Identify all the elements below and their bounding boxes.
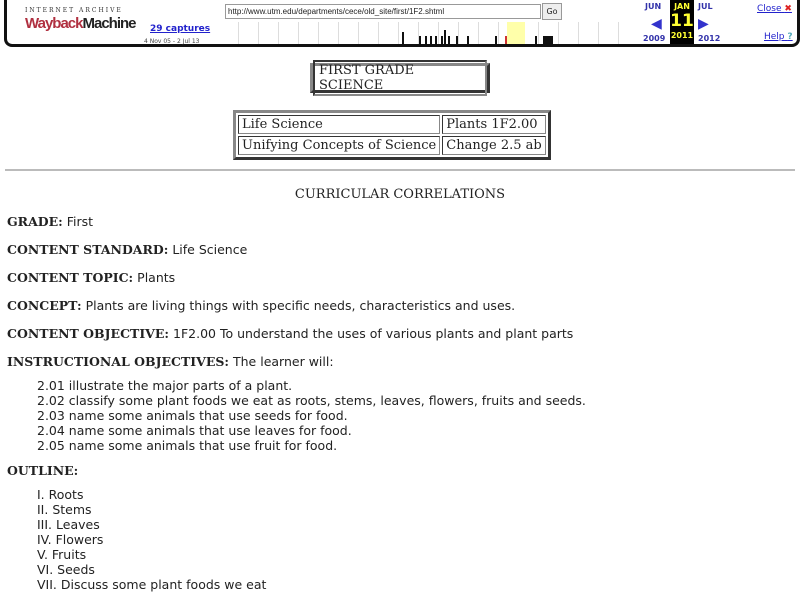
help-label[interactable]: Help (764, 32, 785, 42)
next-arrow-icon[interactable]: ▶ (698, 16, 709, 32)
table-cell: Life Science (238, 115, 440, 134)
help-link[interactable] (764, 32, 793, 42)
table-cell: Unifying Concepts of Science (238, 136, 440, 155)
list-item: 2.03 name some animals that use seeds for food. (37, 408, 348, 423)
field-concept (7, 298, 586, 314)
list-item: 2.05 name some animals that use fruit for food. (37, 438, 338, 453)
prev-year[interactable]: 2009 (643, 34, 666, 43)
list-item: 2.04 name some animals that use leaves for food. (37, 423, 352, 438)
field-objective (7, 326, 586, 342)
help-icon[interactable]: ? (787, 32, 793, 42)
close-icon[interactable]: ✖ (784, 4, 792, 14)
cur-year: 2011 (670, 31, 694, 40)
field-value: First (66, 214, 94, 229)
next-month[interactable]: JUL (698, 2, 713, 11)
list-item: IV. Flowers (37, 532, 104, 547)
list-item: VII. Discuss some plant foods we eat (37, 577, 267, 592)
field-label: CONTENT OBJECTIVE: (7, 326, 170, 341)
field-label: GRADE: (7, 214, 63, 229)
list-item: V. Fruits (37, 547, 87, 562)
field-standard (7, 242, 586, 258)
table-cell: Plants 1F2.00 (442, 115, 545, 134)
field-value: 1F2.00 To understand the uses of various plants and plant parts (173, 326, 574, 341)
prev-month[interactable]: JUN (645, 2, 662, 11)
table-cell: Change 2.5 ab (442, 136, 545, 155)
wayback-logo[interactable] (25, 15, 136, 32)
field-label: INSTRUCTIONAL OBJECTIVES: (7, 354, 230, 369)
section-heading: CURRICULAR CORRELATIONS (294, 187, 506, 202)
field-grade (7, 214, 586, 230)
cur-day: 11 (670, 11, 694, 31)
url-input[interactable]: http://www.utm.edu/departments/cece/old_site/first/1F2.shtml (225, 4, 541, 19)
subject-table (233, 110, 551, 160)
outline-list (7, 487, 586, 592)
list-item: III. Leaves (37, 517, 100, 532)
go-button[interactable]: Go (542, 3, 562, 20)
list-item: I. Roots (37, 487, 84, 502)
next-year[interactable]: 2012 (698, 34, 721, 43)
divider (5, 169, 795, 171)
cur-month: JAN (674, 2, 690, 11)
field-label: CONTENT TOPIC: (7, 270, 134, 285)
content (7, 214, 586, 602)
list-item: II. Stems (37, 502, 92, 517)
current-date (670, 0, 694, 44)
outline-label (7, 463, 586, 479)
captures-link[interactable]: 29 captures (150, 24, 211, 34)
close-link[interactable] (757, 4, 792, 14)
list-item: 2.01 illustrate the major parts of a plant. (37, 378, 293, 393)
logo-part: Machine (82, 15, 136, 32)
page-title (310, 63, 490, 93)
title-text: FIRST GRADE SCIENCE (313, 60, 487, 96)
capture-range: 4 Nov 05 - 2 Jul 13 (144, 38, 200, 45)
table-row (238, 115, 546, 134)
field-value: Life Science (172, 242, 248, 257)
field-topic (7, 270, 586, 286)
field-value: Plants are living things with specific needs, characteristics and uses. (85, 298, 516, 313)
table-row (238, 136, 546, 155)
objectives-list (7, 378, 586, 453)
list-item: VI. Seeds (37, 562, 95, 577)
logo-part: Wayback (25, 15, 83, 32)
wayback-toolbar (4, 0, 800, 47)
field-label: OUTLINE: (7, 463, 79, 478)
field-value: The learner will: (233, 354, 334, 369)
capture-sparkline[interactable] (219, 22, 637, 44)
field-label: CONCEPT: (7, 298, 82, 313)
field-label: CONTENT STANDARD: (7, 242, 169, 257)
close-label[interactable]: Close (757, 4, 782, 14)
field-value: Plants (137, 270, 176, 285)
prev-arrow-icon[interactable]: ◀ (651, 16, 662, 32)
list-item: 2.02 classify some plant foods we eat as roots, stems, leaves, flowers, fruits and seeds. (37, 393, 586, 408)
field-instructional (7, 354, 586, 370)
logo-caption: INTERNET ARCHIVE (25, 7, 123, 14)
